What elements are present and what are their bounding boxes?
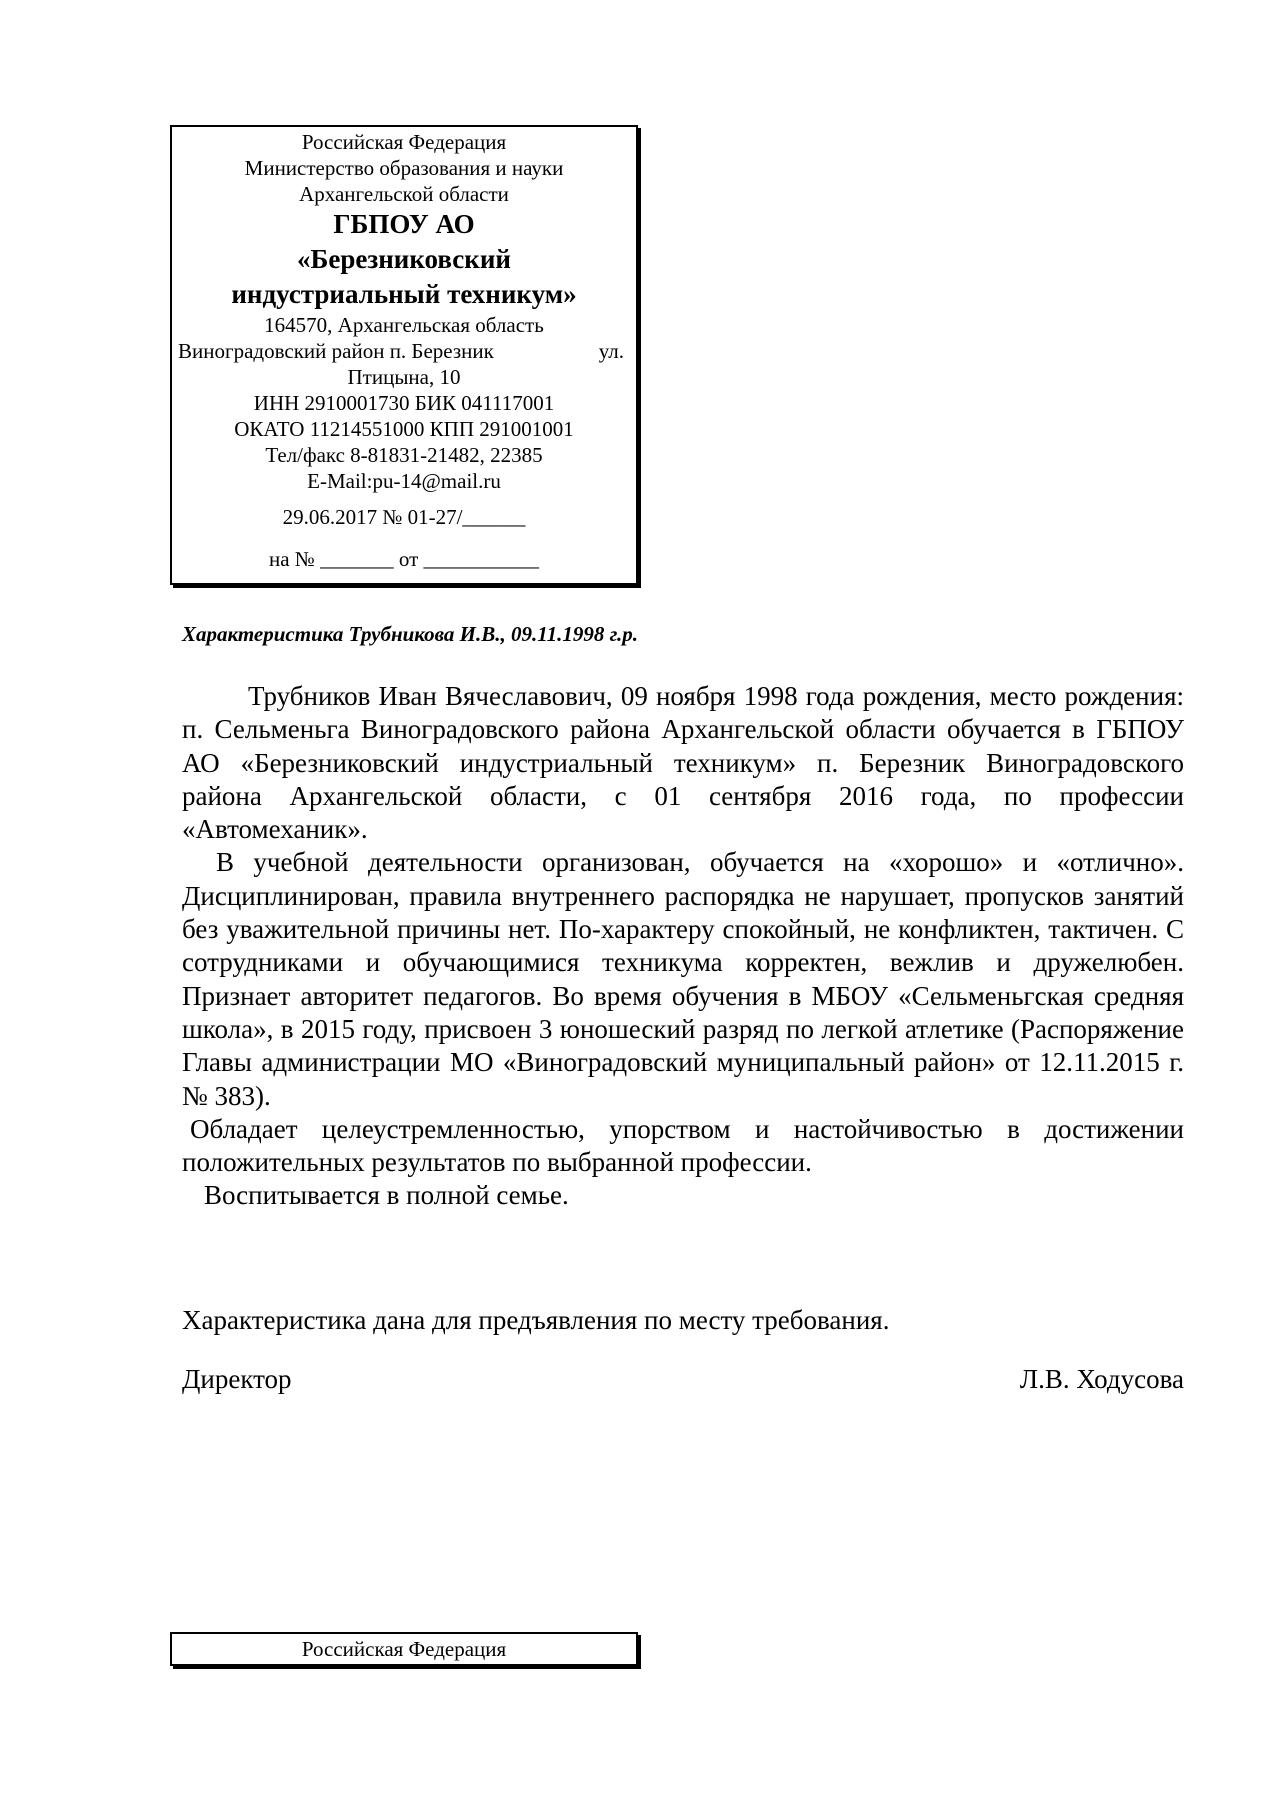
- stamp-address-3: Птицына, 10: [347, 365, 461, 389]
- stamp-address-2: [172, 338, 636, 364]
- stamp-org-name-2: индустриальный техникум»: [231, 279, 577, 309]
- stamp-email: E-Mail:pu-14@mail.ru: [307, 469, 501, 493]
- document-title: Характеристика Трубникова И.В., 09.11.1998 г.р.: [182, 622, 639, 646]
- signer-position: Директор: [182, 1364, 292, 1394]
- next-stamp-country: Российская Федерация: [301, 1637, 507, 1661]
- stamp-phone: Тел/факс 8-81831-21482, 22385: [265, 443, 543, 467]
- stamp-incoming-number: на № _______ от ___________: [269, 547, 539, 571]
- closing-line: Характеристика дана для предъявления по месту требования.: [182, 1305, 890, 1335]
- stamp-org-short: ГБПОУ АО: [333, 209, 475, 239]
- paragraph-family: Воспитывается в полной семье.: [204, 1180, 569, 1211]
- paragraph-conduct: В учебной деятельности организован, обучается на «хорошо» и «отлично». Дисциплинирован, правила внутреннего распорядка не нарушает, пропусков занятий без уважительной причины нет. По-характеру спокойный, не конфликтен, тактичен. С сотрудниками и обучающимися техникума корректен, вежлив и дружелюбен. Признает авторитет педагогов. Во время обучения в МБОУ «Сельменьгская средняя школа», в 2015 году, присвоен 3 юношеский разряд по легкой атлетике (Распоряжение Главы администрации МО «Виноградовский муниципальный район» от 12.11.2015 г. № 383).: [182, 847, 1184, 1111]
- document-body: [182, 680, 1184, 1213]
- stamp-okato-kpp: ОКАТО 11214551000 КПП 291001001: [234, 417, 574, 441]
- stamp-address-2a: Виноградовский район п. Березник: [178, 339, 494, 363]
- stamp-region: Архангельской области: [299, 182, 509, 206]
- stamp-org-name-1: «Березниковский: [297, 244, 511, 274]
- stamp-ministry: Министерство образования и науки: [244, 156, 564, 180]
- letterhead-stamp: [170, 125, 638, 585]
- stamp-country: Российская Федерация: [301, 130, 507, 154]
- next-page-stamp: [170, 1632, 638, 1666]
- signer-name: Л.В. Ходусова: [1019, 1364, 1184, 1394]
- paragraph-qualities: Обладает целеустремленностью, упорством и настойчивостью в достижении положительных результатов по выбранной профессии.: [182, 1113, 1184, 1178]
- stamp-address-1: 164570, Архангельская область: [264, 313, 544, 337]
- signature-block: [182, 1364, 1184, 1395]
- stamp-address-2b: ул.: [598, 339, 624, 363]
- stamp-inn-bik: ИНН 2910001730 БИК 041117001: [253, 391, 555, 415]
- stamp-outgoing-number: 29.06.2017 № 01-27/______: [282, 505, 526, 529]
- paragraph-intro: Трубников Иван Вячеславович, 09 ноября 1998 года рождения, место рождения: п. Сельменьга Виноградовского района Архангельской области обучается в ГБПОУ АО «Березниковский индустриальный техникум» п. Березник Виноградовского района Архангельской области, с 01 сентября 2016 года, по профессии «Автомеханик».: [182, 681, 1184, 845]
